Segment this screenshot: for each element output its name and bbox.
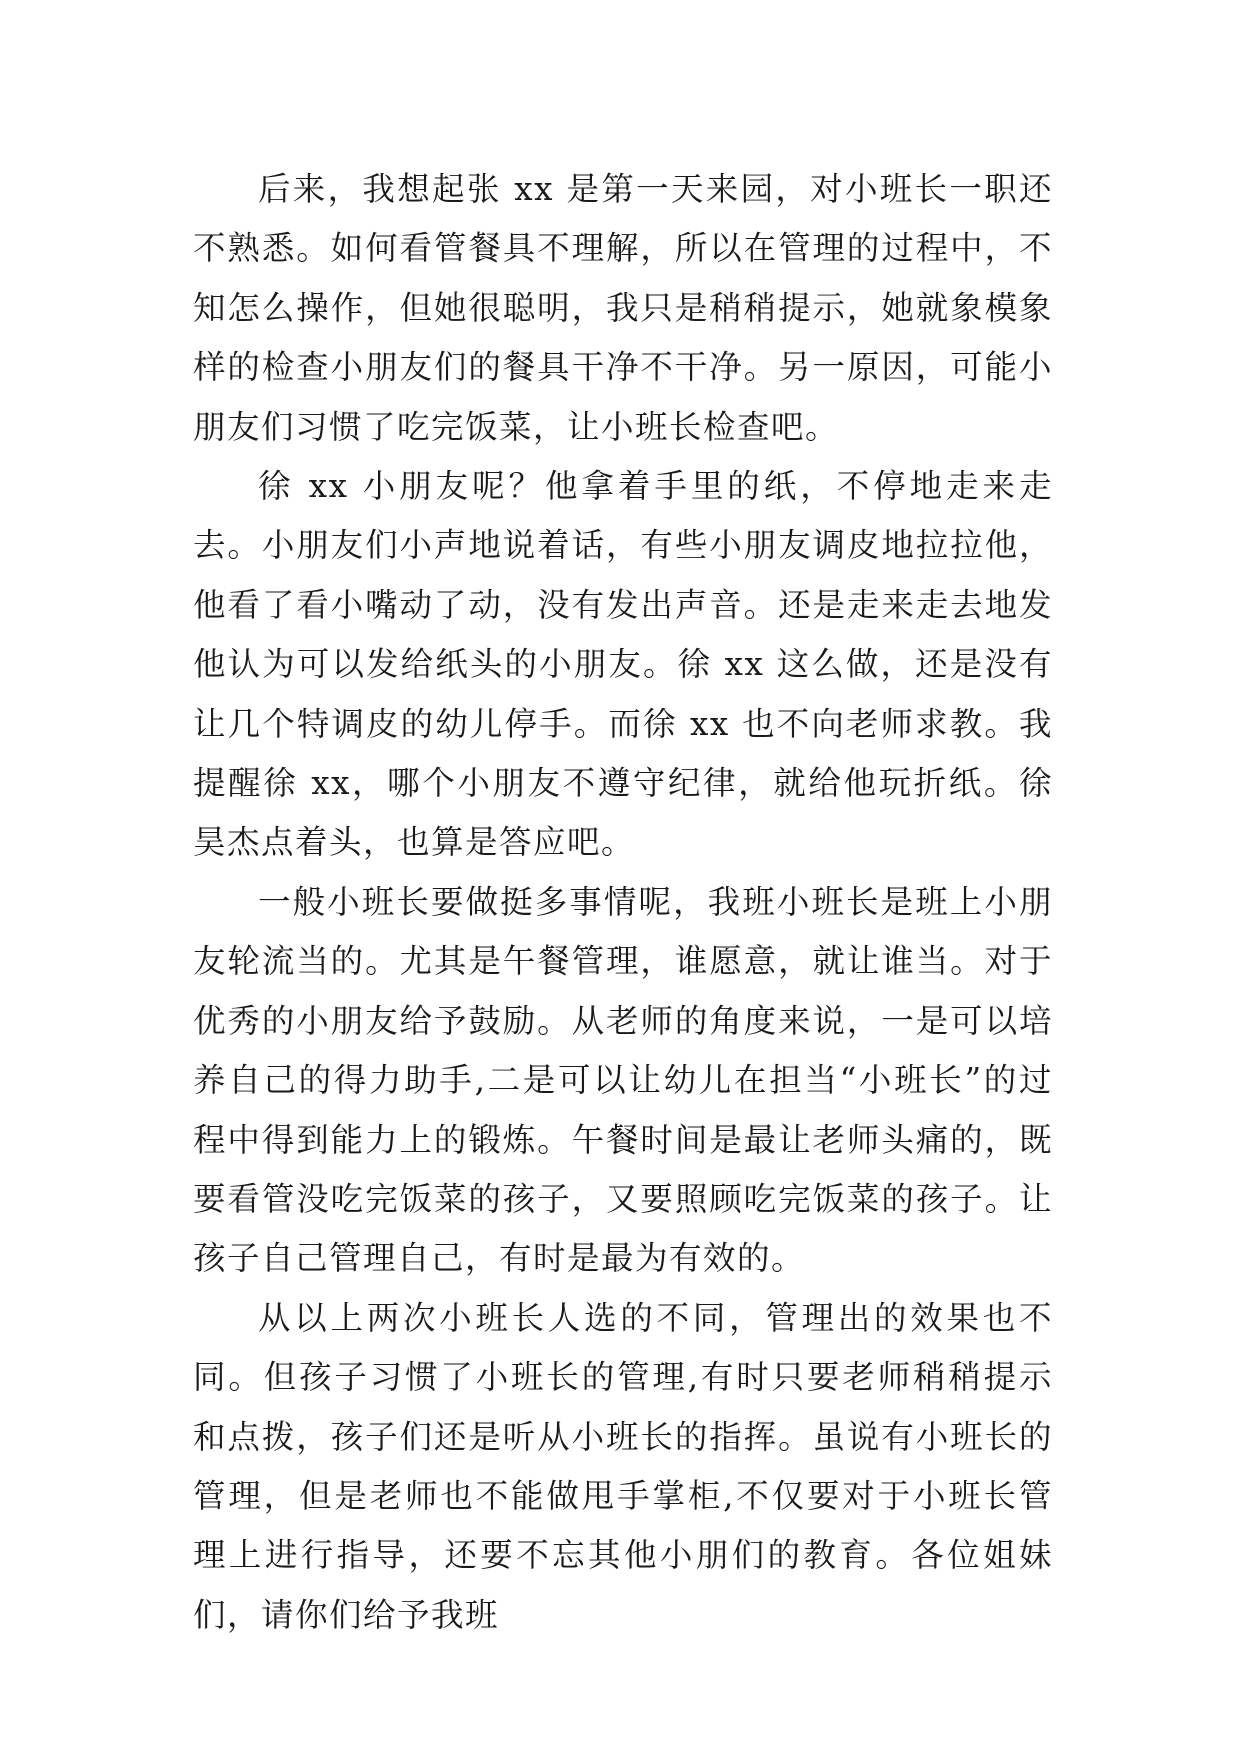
paragraph-2: 徐 xx 小朋友呢？他拿着手里的纸，不停地走来走去。小朋友们小声地说着话，有些小朋友调皮地拉拉他，他看了看小嘴动了动，没有发出声音。还是走来走去地发他认为可以发给纸头的小朋友。徐 xx 这么做，还是没有让几个特调皮的幼儿停手。而徐 xx 也不向老师求教。我提醒徐 xx，哪个小朋友不遵守纪律，就给他玩折纸。徐昊杰点着头，也算是答应吧。 [193,467,1053,862]
paragraph-1: 后来，我想起张 xx 是第一天来园，对小班长一职还不熟悉。如何看管餐具不理解，所以在管理的过程中，不知怎么操作，但她很聪明，我只是稍稍提示，她就象模象样的检查小朋友们的餐具干净不干净。另一原因，可能小朋友们习惯了吃完饭菜，让小班长检查吧。 [193,170,1053,446]
document-body [193,160,1053,1645]
paragraph-3: 一般小班长要做挺多事情呢，我班小班长是班上小朋友轮流当的。尤其是午餐管理，谁愿意，就让谁当。对于优秀的小朋友给予鼓励。从老师的角度来说，一是可以培养自己的得力助手,二是可以让幼儿在担当“小班长”的过程中得到能力上的锻炼。午餐时间是最让老师头痛的，既要看管没吃完饭菜的孩子，又要照顾吃完饭菜的孩子。让孩子自己管理自己，有时是最为有效的。 [193,882,1053,1278]
paragraph-4: 从以上两次小班长人选的不同，管理出的效果也不同。但孩子习惯了小班长的管理,有时只要老师稍稍提示和点拨，孩子们还是听从小班长的指挥。虽说有小班长的管理，但是老师也不能做甩手掌柜,不仅要对于小班长管理上进行指导，还要不忘其他小朋们的教育。各位姐妹们，请你们给予我班 [193,1298,1053,1634]
